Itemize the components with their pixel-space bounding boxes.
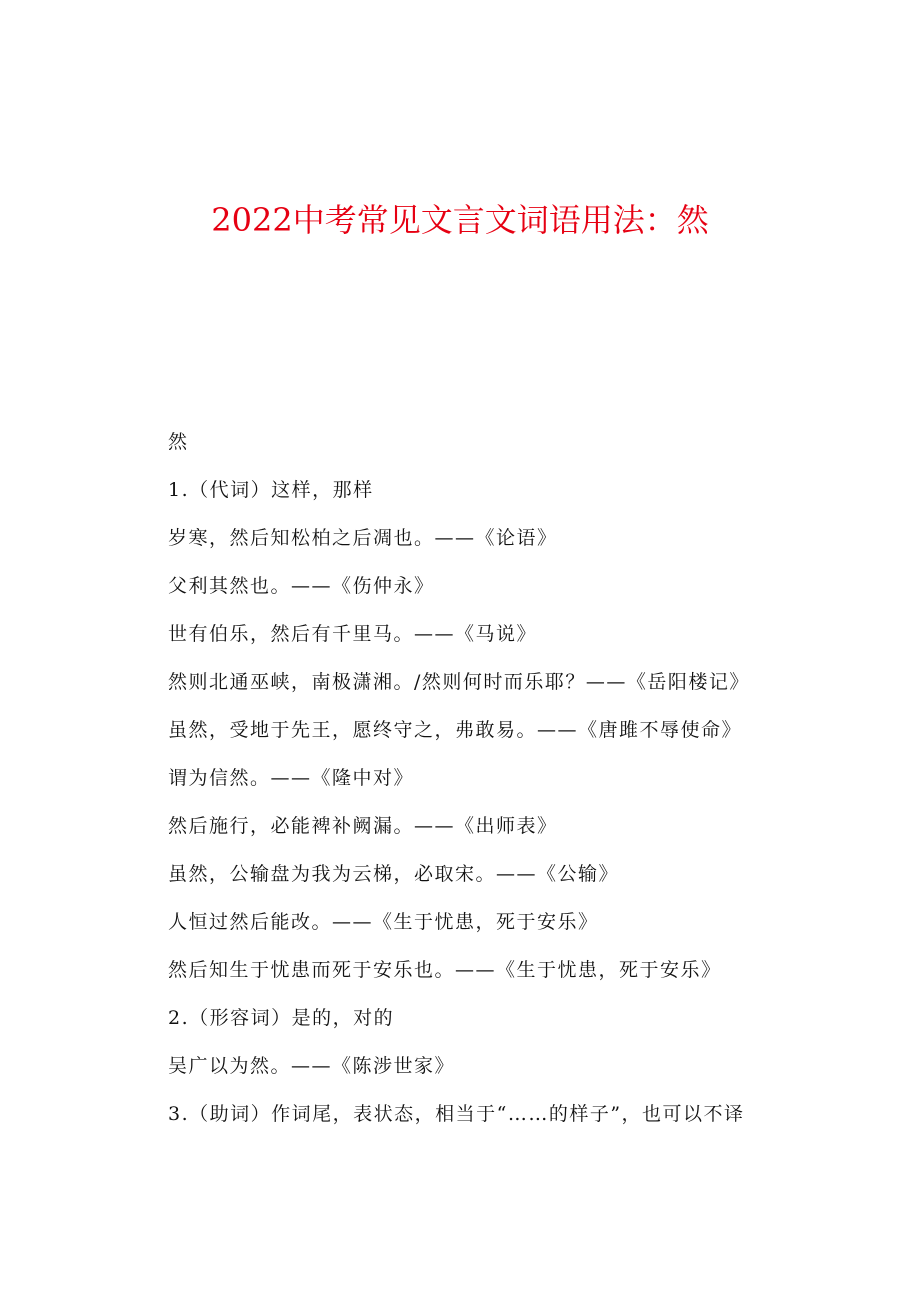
section-heading-particle: 3.（助词）作词尾，表状态，相当于“……的样子”，也可以不译 bbox=[168, 1103, 745, 1125]
document-title: 2022中考常见文言文词语用法：然 bbox=[211, 201, 709, 239]
text-line: 虽然，公输盘为我为云梯，必取宋。——《公输》 bbox=[168, 863, 620, 885]
section-heading-adjective: 2.（形容词）是的，对的 bbox=[168, 1007, 395, 1029]
text-line: 然后知生于忧患而死于安乐也。——《生于忧患，死于安乐》 bbox=[168, 959, 722, 981]
document-body bbox=[168, 424, 868, 1144]
text-line: 虽然，受地于先王，愿终守之，弗敢易。——《唐雎不辱使命》 bbox=[168, 719, 743, 741]
text-line: 岁寒，然后知松柏之后凋也。——《论语》 bbox=[168, 527, 558, 549]
text-line: 然 bbox=[168, 431, 189, 453]
text-line: 吴广以为然。——《陈涉世家》 bbox=[168, 1055, 456, 1077]
section-heading-pronoun: 1.（代词）这样，那样 bbox=[168, 479, 374, 501]
text-line: 父利其然也。——《伤仲永》 bbox=[168, 575, 435, 597]
text-line: 然则北通巫峡，南极潇湘。/然则何时而乐耶？——《岳阳楼记》 bbox=[168, 671, 750, 693]
text-line: 谓为信然。——《隆中对》 bbox=[168, 767, 415, 789]
text-line: 世有伯乐，然后有千里马。——《马说》 bbox=[168, 623, 538, 645]
text-line: 人恒过然后能改。——《生于忧患，死于安乐》 bbox=[168, 911, 599, 933]
text-line: 然后施行，必能裨补阙漏。——《出师表》 bbox=[168, 815, 558, 837]
